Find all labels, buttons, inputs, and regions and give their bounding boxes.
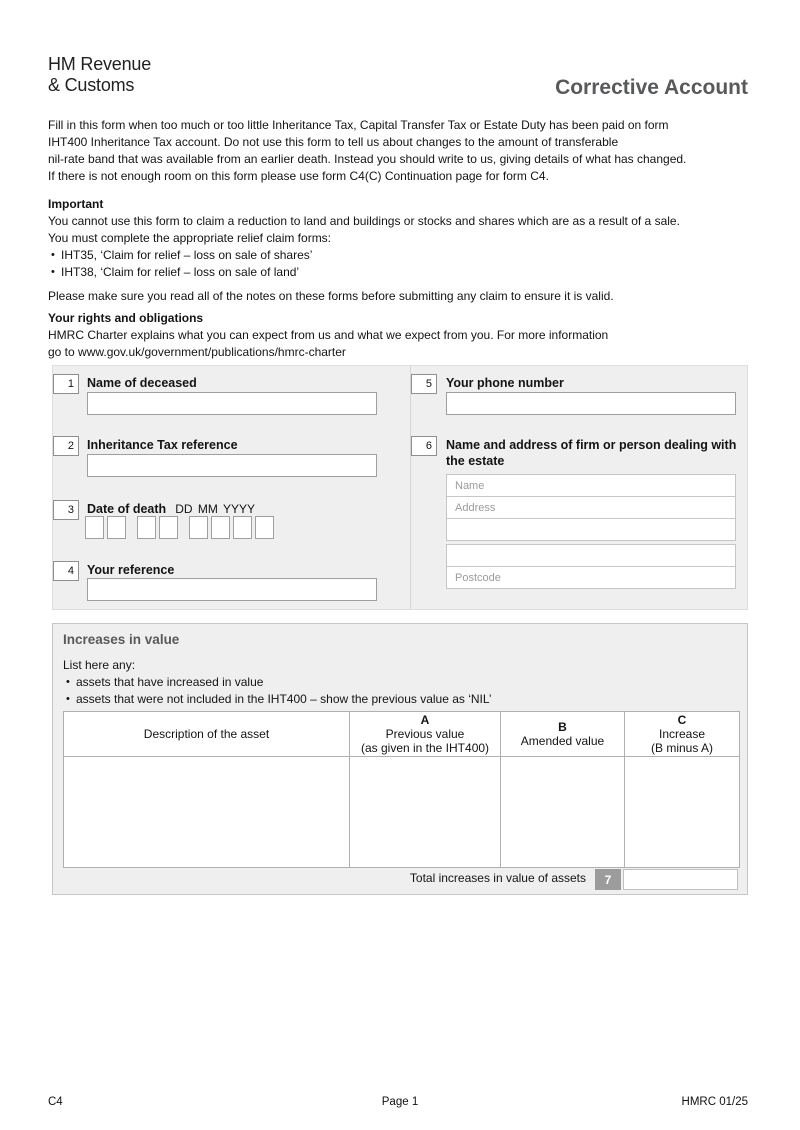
footer-version: HMRC 01/25 — [681, 1096, 748, 1108]
column-header-increase — [624, 712, 739, 757]
field-number-3: 3 — [53, 500, 79, 520]
increases-bullet: • assets that have increased in value — [63, 674, 263, 691]
firm-postcode-input[interactable] — [446, 566, 736, 589]
field-number-2: 2 — [53, 436, 79, 456]
phone-number-label: Your phone number — [446, 376, 564, 390]
date-format-hint: DD MM YYYY — [175, 502, 255, 516]
important-line: You cannot use this form to claim a reduction to land and buildings or stocks and shares which are as a result of a sale. — [48, 214, 680, 228]
name-of-deceased-label: Name of deceased — [87, 376, 197, 390]
previous-value-entry-cell[interactable] — [349, 757, 500, 867]
name-of-deceased-input[interactable] — [87, 392, 377, 415]
column-letter: A — [420, 713, 430, 727]
important-bullet: • IHT35, ‘Claim for relief – loss on sale of shares’ — [48, 247, 754, 264]
intro-line: nil-rate band that was available from an earlier death. Instead you should write to us, giving details of what has changed. — [48, 152, 687, 166]
increases-panel — [52, 623, 748, 895]
hmrc-logo-line2: & Customs — [48, 75, 135, 95]
date-of-death-label-text: Date of death — [87, 502, 167, 516]
rights-line: HMRC Charter explains what you can expect from us and what we expect from you. For more information — [48, 328, 609, 342]
footer-form-code: C4 — [48, 1096, 63, 1108]
date-of-death-label — [87, 501, 255, 517]
field-number-7: 7 — [595, 869, 621, 890]
field-number-6: 6 — [411, 436, 437, 456]
panel-divider — [410, 366, 411, 609]
footer-page-number: Page 1 — [381, 1096, 419, 1108]
intro-line: Fill in this form when too much or too little Inheritance Tax, Capital Transfer Tax or Estate Duty has been paid on form — [48, 118, 669, 132]
iht-reference-label: Inheritance Tax reference — [87, 438, 238, 452]
important-note: Please make sure you read all of the notes on these forms before submitting any claim to ensure it is valid. — [48, 289, 614, 303]
date-day-digit-2[interactable] — [107, 516, 126, 539]
date-year-digit-2[interactable] — [211, 516, 230, 539]
column-header-previous-value — [349, 712, 500, 757]
intro-line: If there is not enough room on this form please use form C4(C) Continuation page for form C4. — [48, 169, 549, 183]
hmrc-logo — [48, 54, 151, 96]
important-line: You must complete the appropriate relief claim forms: — [48, 231, 332, 245]
column-header-description — [64, 712, 349, 757]
iht-reference-input[interactable] — [87, 454, 377, 477]
date-month-digit-1[interactable] — [137, 516, 156, 539]
your-reference-label: Your reference — [87, 563, 175, 577]
firm-name-input[interactable] — [446, 474, 736, 497]
date-year-digit-1[interactable] — [189, 516, 208, 539]
page-title: Corrective Account — [555, 76, 748, 99]
phone-number-input[interactable] — [446, 392, 736, 415]
increases-bullet: • assets that were not included in the IHT400 – show the previous value as ‘NIL’ — [63, 691, 492, 708]
date-month-digit-2[interactable] — [159, 516, 178, 539]
firm-address-input-3[interactable] — [446, 544, 736, 567]
column-title: Increase — [658, 727, 706, 741]
column-title: Description of the asset — [143, 727, 270, 741]
hmrc-logo-line1: HM Revenue — [48, 54, 152, 74]
column-title: Amended value — [520, 734, 605, 748]
rights-line: go to www.gov.uk/government/publications/hmrc-charter — [48, 345, 346, 359]
increases-table — [63, 711, 740, 868]
date-of-death-boxes — [85, 516, 277, 539]
field-number-5: 5 — [411, 374, 437, 394]
increases-intro: List here any: — [63, 658, 136, 672]
date-year-digit-4[interactable] — [255, 516, 274, 539]
total-increases-label: Total increases in value of assets — [409, 871, 586, 885]
column-subtitle: (B minus A) — [650, 741, 713, 755]
rights-heading: Your rights and obligations — [48, 311, 204, 325]
firm-address-input-2[interactable] — [446, 518, 736, 541]
column-subtitle: (as given in the IHT400) — [360, 741, 490, 755]
field-number-1: 1 — [53, 374, 79, 394]
firm-address-group — [446, 474, 736, 589]
amended-value-entry-cell[interactable] — [500, 757, 624, 867]
field-number-4: 4 — [53, 561, 79, 581]
important-heading: Important — [48, 197, 104, 211]
column-title: Previous value — [385, 727, 465, 741]
total-increases-input[interactable] — [623, 869, 738, 890]
increases-heading: Increases in value — [63, 632, 180, 647]
column-header-amended-value — [500, 712, 624, 757]
increase-entry-cell[interactable] — [624, 757, 739, 867]
date-year-digit-3[interactable] — [233, 516, 252, 539]
description-entry-cell[interactable] — [64, 757, 349, 867]
column-letter: B — [558, 720, 567, 734]
details-panel — [52, 365, 748, 610]
intro-line: IHT400 Inheritance Tax account. Do not use this form to tell us about changes to the amount of transferable — [48, 135, 619, 149]
important-bullet: • IHT38, ‘Claim for relief – loss on sale of land’ — [48, 264, 754, 281]
your-reference-input[interactable] — [87, 578, 377, 601]
column-letter: C — [677, 713, 687, 727]
date-day-digit-1[interactable] — [85, 516, 104, 539]
firm-name-address-label: Name and address of firm or person dealing with the estate — [446, 438, 737, 468]
firm-address-input-1[interactable] — [446, 496, 736, 519]
guidance-text — [48, 117, 754, 361]
